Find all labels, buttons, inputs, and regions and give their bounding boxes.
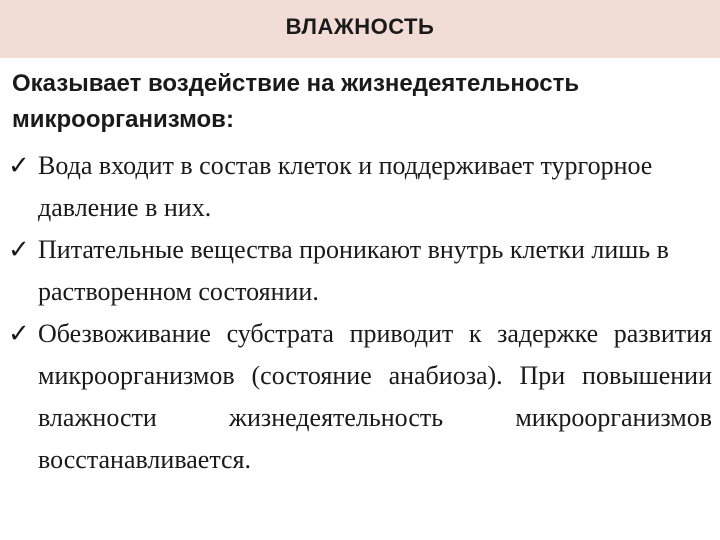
- bullet-text: Питательные вещества проникают внутрь клетки лишь в растворенном состоянии.: [38, 235, 669, 306]
- bullet-item: [8, 145, 712, 229]
- check-icon: ✓: [8, 151, 30, 181]
- bullet-item: [8, 313, 712, 481]
- check-icon: ✓: [8, 319, 30, 349]
- bullet-text: Обезвоживание субстрата приводит к задержке развития микроорганизмов (состояние анабиоза). При повышении влажности жизнедеятельность микроорганизмов восстанавливается.: [38, 319, 712, 474]
- bullet-list: [8, 145, 712, 481]
- check-icon: ✓: [8, 235, 30, 265]
- slide-title: ВЛАЖНОСТЬ: [285, 14, 435, 39]
- bullet-item: [8, 229, 712, 313]
- intro-text: Оказывает воздействие на жизнедеятельность микроорганизмов:: [12, 70, 580, 133]
- bullet-text: Вода входит в состав клеток и поддерживает тургорное давление в них.: [38, 151, 653, 222]
